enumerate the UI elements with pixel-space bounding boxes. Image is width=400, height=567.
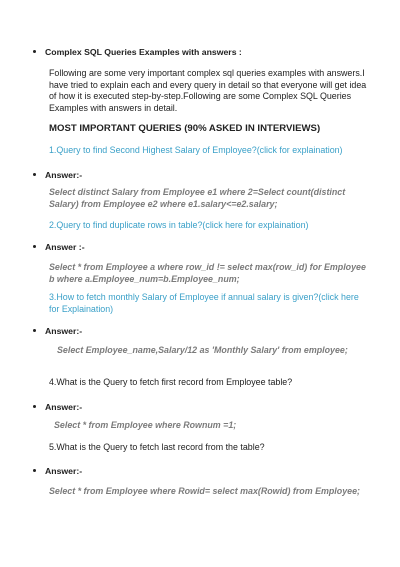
question-link-3[interactable]: 3.How to fetch monthly Salary of Employee if annual salary is given?(click here for Explaination) (49, 292, 359, 314)
bullet-icon (33, 405, 36, 408)
intro-paragraph: Following are some very important complex sql queries examples with answers.I have tried to explain each and every query in detail so that everyone will get idea of how it is executed step-by-step.Following are some Complex SQL Queries Examples with answers in detail. (49, 68, 367, 114)
intro-bullet-title: Complex SQL Queries Examples with answers : (45, 47, 242, 57)
answer-bullet-5 (33, 466, 82, 476)
answer-label-4: Answer:- (45, 402, 83, 412)
answer-bullet-3 (33, 326, 82, 336)
answer-label-5: Answer:- (45, 466, 83, 476)
answer-query-2: Select * from Employee a where row_id != select max(row_id) for Employee b where a.Employee_num=b.Employee_num; (49, 262, 366, 284)
bullet-icon (33, 245, 36, 248)
answer-label-2: Answer :- (45, 242, 85, 252)
answer-query-4: Select * from Employee where Rownum =1; (54, 420, 237, 430)
answer-query-1: Select distinct Salary from Employee e1 where 2=Select count(distinct Salary) from Employee e2 where e1.salary<=e2.salary; (49, 187, 346, 209)
answer-bullet-4 (33, 402, 82, 412)
answer-label-3: Answer:- (45, 326, 83, 336)
bullet-icon (33, 173, 36, 176)
bullet-icon (33, 50, 36, 53)
answer-query-5: Select * from Employee where Rowid= select max(Rowid) from Employee; (49, 486, 360, 496)
answer-bullet-2 (33, 242, 85, 252)
bullet-icon (33, 329, 36, 332)
intro-bullet (33, 47, 242, 57)
question-link-1[interactable]: 1.Query to find Second Highest Salary of Employee?(click for explaination) (49, 145, 343, 155)
answer-query-3: Select Employee_name,Salary/12 as 'Monthly Salary' from employee; (57, 345, 348, 355)
question-4: 4.What is the Query to fetch first record from Employee table? (49, 377, 293, 387)
answer-label-1: Answer:- (45, 170, 83, 180)
question-5: 5.What is the Query to fetch last record from the table? (49, 442, 265, 452)
section-heading: MOST IMPORTANT QUERIES (90% ASKED IN INTERVIEWS) (49, 123, 321, 134)
question-link-2[interactable]: 2.Query to find duplicate rows in table?(click here for explaination) (49, 220, 309, 230)
answer-bullet-1 (33, 170, 82, 180)
bullet-icon (33, 469, 36, 472)
